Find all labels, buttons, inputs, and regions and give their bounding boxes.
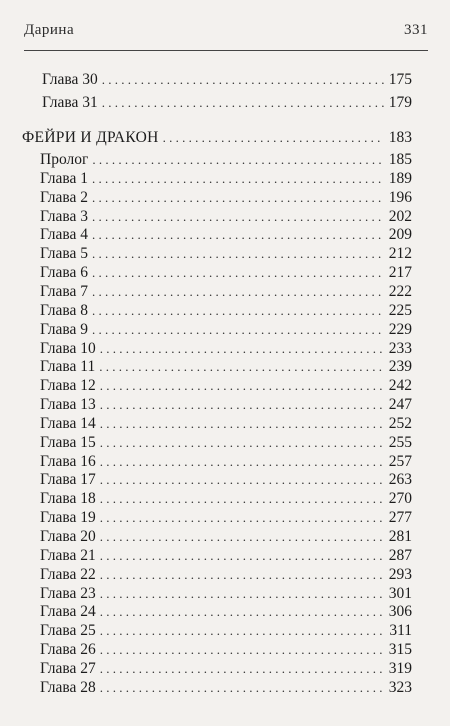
toc-entry-page: 263 bbox=[388, 471, 412, 489]
toc-entry-page: 281 bbox=[388, 528, 412, 545]
toc-entry-label: Глава 22 bbox=[40, 565, 96, 583]
toc-entry bbox=[40, 169, 412, 189]
toc-entry bbox=[40, 489, 412, 509]
dot-leader bbox=[92, 263, 384, 283]
toc-entry-label: Глава 30 bbox=[42, 71, 98, 88]
toc-entry-label: Глава 19 bbox=[40, 509, 96, 527]
toc-entry bbox=[40, 546, 412, 566]
dot-leader bbox=[92, 207, 384, 227]
toc-entry bbox=[40, 640, 412, 660]
toc-entry bbox=[40, 301, 412, 321]
toc-section-heading bbox=[22, 128, 412, 148]
toc-entry bbox=[42, 93, 412, 113]
dot-leader bbox=[100, 602, 384, 622]
toc-entry bbox=[40, 602, 412, 622]
toc-entry bbox=[40, 376, 412, 396]
toc-entry-page: 323 bbox=[388, 678, 412, 696]
toc-entry-label: Глава 13 bbox=[40, 396, 96, 414]
toc-entry bbox=[42, 70, 412, 90]
dot-leader bbox=[100, 339, 384, 359]
dot-leader bbox=[100, 395, 384, 415]
toc-entry bbox=[40, 527, 412, 547]
toc-entry bbox=[40, 470, 412, 490]
toc-entry bbox=[40, 395, 412, 415]
toc-entry-label: Глава 8 bbox=[40, 301, 89, 319]
toc-entry-page: 229 bbox=[388, 320, 412, 338]
toc-entry-page: 252 bbox=[388, 414, 412, 432]
toc-entry-label: Глава 15 bbox=[40, 433, 96, 451]
toc-entry bbox=[40, 452, 412, 472]
toc-entry-page: 217 bbox=[388, 264, 412, 282]
dot-leader bbox=[100, 621, 384, 641]
toc-entry-page: 247 bbox=[388, 396, 412, 414]
dot-leader bbox=[100, 640, 384, 660]
toc-entry-page: 255 bbox=[388, 433, 412, 451]
dot-leader bbox=[163, 128, 384, 148]
toc-entry-label: Глава 26 bbox=[40, 641, 96, 659]
dot-leader bbox=[92, 225, 384, 245]
toc-entry-label: Глава 6 bbox=[40, 264, 89, 282]
toc-entry-label: Глава 5 bbox=[40, 245, 89, 263]
toc-entry bbox=[40, 263, 412, 283]
toc-entry-page: 183 bbox=[388, 129, 412, 146]
toc-entry-page: 222 bbox=[388, 282, 412, 300]
dot-leader bbox=[100, 678, 384, 698]
toc-entry bbox=[40, 584, 412, 604]
toc-entry bbox=[40, 508, 412, 528]
running-header bbox=[24, 22, 428, 48]
toc-entry-page: 319 bbox=[388, 659, 412, 677]
toc-entry-label: Глава 11 bbox=[40, 358, 96, 376]
dot-leader bbox=[92, 169, 384, 189]
toc-entry-page: 257 bbox=[388, 452, 412, 470]
toc-entry-label: Глава 18 bbox=[40, 490, 96, 508]
toc-entry-label: Глава 10 bbox=[40, 339, 96, 357]
toc-entry-label: Глава 25 bbox=[40, 622, 96, 640]
dot-leader bbox=[100, 584, 384, 604]
toc-entry-page: 233 bbox=[388, 339, 412, 357]
toc-entry-page: 185 bbox=[388, 151, 412, 168]
dot-leader bbox=[92, 244, 384, 264]
toc-entry-page: 212 bbox=[388, 245, 412, 263]
dot-leader bbox=[99, 357, 384, 377]
toc-entry-label: Пролог bbox=[40, 151, 89, 168]
toc-entry-page: 315 bbox=[388, 641, 412, 659]
header-divider bbox=[24, 50, 428, 51]
toc-entry-label: Глава 20 bbox=[40, 528, 96, 545]
toc-entry-label: ФЕЙРИ И ДРАКОН bbox=[22, 129, 159, 146]
dot-leader bbox=[100, 376, 384, 396]
dot-leader bbox=[100, 470, 384, 490]
toc-entry bbox=[40, 414, 412, 434]
dot-leader bbox=[100, 565, 384, 585]
page-number: 331 bbox=[404, 22, 428, 38]
dot-leader bbox=[100, 508, 384, 528]
dot-leader bbox=[100, 527, 384, 547]
dot-leader bbox=[92, 150, 384, 170]
dot-leader bbox=[92, 320, 384, 340]
toc-entry-page: 189 bbox=[388, 169, 412, 187]
toc-entry-page: 277 bbox=[388, 509, 412, 527]
toc-entry bbox=[40, 678, 412, 698]
toc-entry-label: Глава 28 bbox=[40, 678, 96, 696]
toc-entry bbox=[40, 621, 412, 641]
toc-entry-page: 175 bbox=[388, 71, 412, 88]
toc-entry-label: Глава 17 bbox=[40, 471, 96, 489]
toc-entry-label: Глава 31 bbox=[42, 93, 98, 111]
toc-entry bbox=[40, 150, 412, 170]
toc-entry-page: 287 bbox=[388, 546, 412, 564]
toc-entry-label: Глава 27 bbox=[40, 659, 96, 677]
toc-entry-page: 242 bbox=[388, 377, 412, 395]
dot-leader bbox=[100, 659, 384, 679]
toc-entry-page: 209 bbox=[388, 226, 412, 244]
dot-leader bbox=[100, 489, 384, 509]
toc-entry-label: Глава 23 bbox=[40, 584, 96, 602]
toc-entry bbox=[40, 188, 412, 208]
toc-entry-label: Глава 14 bbox=[40, 414, 96, 432]
dot-leader bbox=[92, 301, 384, 321]
toc-entry-label: Глава 4 bbox=[40, 226, 89, 244]
toc-entry bbox=[40, 207, 412, 227]
toc-entry-label: Глава 7 bbox=[40, 282, 89, 300]
dot-leader bbox=[92, 188, 384, 208]
toc-entry bbox=[40, 565, 412, 585]
toc-entry bbox=[40, 282, 412, 302]
toc-entry bbox=[40, 433, 412, 453]
toc-entry-label: Глава 3 bbox=[40, 207, 89, 225]
toc-entry-page: 239 bbox=[388, 358, 412, 376]
dot-leader bbox=[102, 93, 384, 113]
toc-entry bbox=[40, 357, 412, 377]
toc-entry-page: 311 bbox=[389, 622, 412, 640]
dot-leader bbox=[100, 433, 384, 453]
toc-entry-label: Глава 9 bbox=[40, 320, 89, 338]
dot-leader bbox=[92, 282, 384, 302]
toc-entry-page: 179 bbox=[388, 93, 412, 111]
dot-leader bbox=[102, 70, 384, 90]
toc-entry-page: 202 bbox=[388, 207, 412, 225]
toc-entry bbox=[40, 244, 412, 264]
toc-entry-page: 196 bbox=[388, 188, 412, 206]
dot-leader bbox=[100, 546, 384, 566]
toc-entry-page: 306 bbox=[388, 603, 412, 621]
dot-leader bbox=[100, 452, 384, 472]
toc-entry-label: Глава 2 bbox=[40, 188, 89, 206]
toc-entry-page: 293 bbox=[388, 565, 412, 583]
toc-entry bbox=[40, 659, 412, 679]
toc-entry-label: Глава 24 bbox=[40, 603, 96, 621]
toc-entry bbox=[40, 225, 412, 245]
toc-entry-label: Глава 12 bbox=[40, 377, 96, 395]
toc-entry bbox=[40, 339, 412, 359]
toc-entry-label: Глава 16 bbox=[40, 452, 96, 470]
toc-entry bbox=[40, 320, 412, 340]
dot-leader bbox=[100, 414, 384, 434]
toc-entry-page: 225 bbox=[388, 301, 412, 319]
toc-entry-label: Глава 1 bbox=[40, 169, 89, 187]
toc-entry-page: 301 bbox=[388, 584, 412, 602]
toc-entry-label: Глава 21 bbox=[40, 546, 96, 564]
toc-entry-page: 270 bbox=[388, 490, 412, 508]
header-title: Дарина bbox=[24, 22, 75, 38]
